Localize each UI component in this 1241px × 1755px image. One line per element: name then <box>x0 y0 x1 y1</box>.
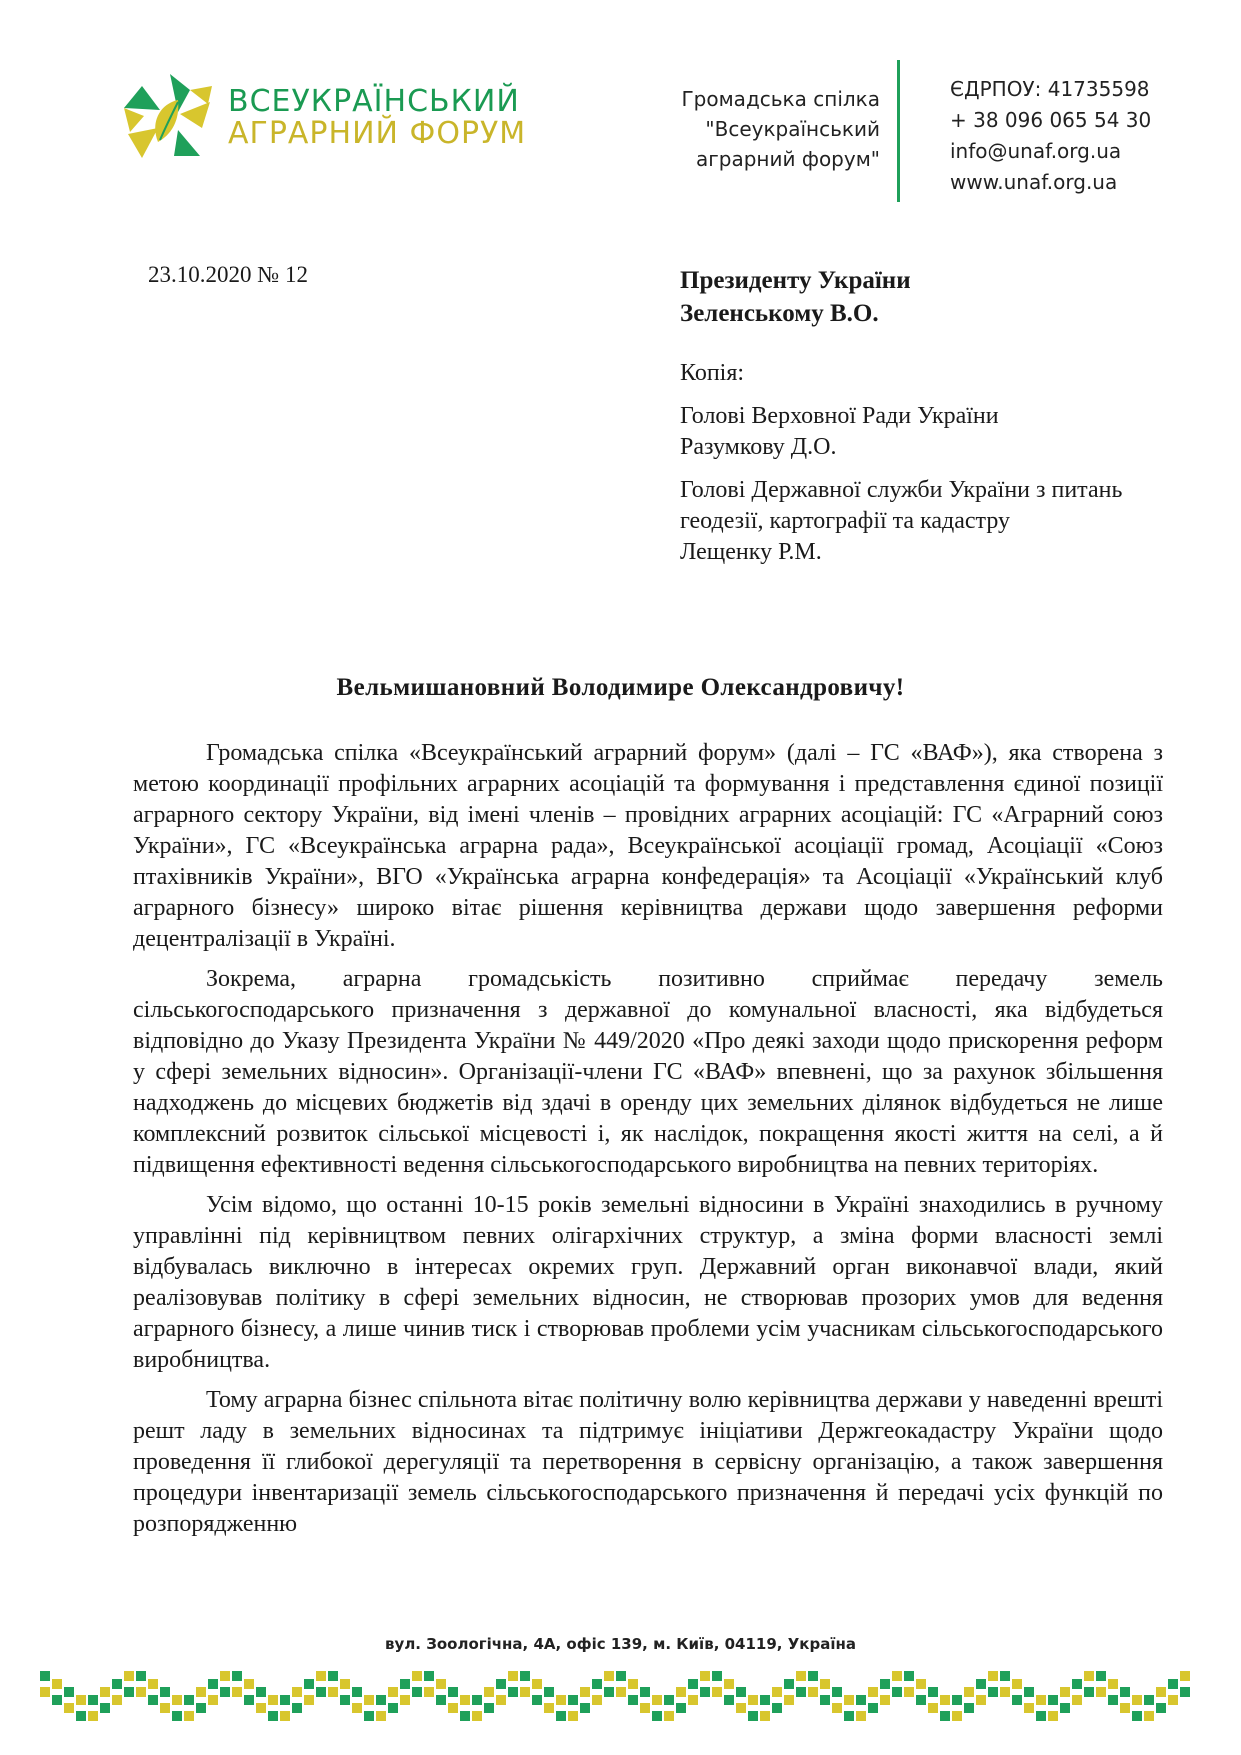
pattern-square <box>964 1703 974 1713</box>
pattern-square <box>1168 1679 1178 1689</box>
pattern-square <box>616 1687 626 1697</box>
pattern-square <box>160 1703 170 1713</box>
pattern-square <box>424 1687 434 1697</box>
pattern-square <box>100 1703 110 1713</box>
pattern-square <box>88 1711 98 1721</box>
pattern-square <box>388 1703 398 1713</box>
pattern-square <box>556 1711 566 1721</box>
pattern-square <box>1084 1671 1094 1681</box>
pattern-square <box>1036 1711 1046 1721</box>
copy-recipient-line: Голові Державної служби України з питань <box>680 477 1123 503</box>
copy-recipients <box>680 358 1122 580</box>
pattern-square <box>868 1703 878 1713</box>
pattern-square <box>520 1687 530 1697</box>
pattern-square <box>460 1695 470 1705</box>
pattern-square <box>1072 1695 1082 1705</box>
pattern-square <box>700 1671 710 1681</box>
body-paragraph: Громадська спілка «Всеукраїнський аграрний форум» (далі – ГС «ВАФ»), яка створена з метою координації профільних аграрних асоціацій та формування і представлення єдиної позиції аграрного сектору України, від імені членів – провідних аграрних асоціацій: ГС «Аграрний союз України», ГС «Всеукраїнська аграрна рада», Всеукраїнської асоціації громад, Асоціації «Союз птахівників України», ВГО «Українська аграрна конфедерація» та Асоціації «Український клуб аграрного бізнесу» широко вітає рішення керівництва держави щодо завершення реформи децентралізації в Україні. <box>133 740 1163 952</box>
pattern-square <box>1096 1671 1106 1681</box>
pattern-square <box>448 1703 458 1713</box>
body-paragraph: Зокрема, аграрна громадськість позитивно сприймає передачу земель сільськогосподарського призначення з державної до комунальної власності, яка відбудеться відповідно до Указу Президента України № 449/2020 «Про деякі заходи щодо прискорення реформ у сфері земельних відносин». Організації-члени ГС «ВАФ» впевнені, що за рахунок збільшення надходжень до місцевих бюджетів від здачі в оренду цих земельних ділянок відбудеться не лише комплексний розвиток сільської місцевості і, як наслідок, покращення якості життя на селі, а й підвищення ефективності ведення сільськогосподарського виробництва на певних територіях. <box>133 966 1163 1178</box>
pattern-square <box>688 1679 698 1689</box>
organization-name <box>640 84 880 174</box>
pattern-square <box>268 1695 278 1705</box>
pattern-square <box>496 1695 506 1705</box>
body-paragraph: Усім відомо, що останні 10-15 років земельні відносини в Україні знаходились в ручному управлінні під керівництвом певних олігархічних структур, а зміна форми власності землі відбувалась виключно в інтересах окремих груп. Державний орган виконавчої влади, який реалізовував політику в сфері земельних відносин, не створював прозорих умов для ведення аграрного бізнесу, а лише чинив тиск і створював проблеми усім учасникам сільськогосподарського виробництва. <box>133 1192 1163 1373</box>
pattern-square <box>1084 1687 1094 1697</box>
pattern-square <box>172 1695 182 1705</box>
pattern-square <box>124 1671 134 1681</box>
pattern-square <box>400 1695 410 1705</box>
pattern-square <box>256 1687 266 1697</box>
pattern-square <box>928 1703 938 1713</box>
salutation: Вельмишановний Володимире Олександровичу! <box>336 674 905 701</box>
pattern-square <box>484 1703 494 1713</box>
footer-checker-pattern <box>40 1667 1200 1727</box>
pattern-square <box>148 1679 158 1689</box>
pattern-square <box>340 1679 350 1689</box>
pattern-square <box>532 1679 542 1689</box>
pattern-square <box>304 1695 314 1705</box>
letter-body <box>133 738 1163 1549</box>
pattern-square <box>1144 1695 1154 1705</box>
pattern-square <box>844 1695 854 1705</box>
pattern-square <box>136 1671 146 1681</box>
contact-info <box>950 74 1151 198</box>
pattern-square <box>1000 1687 1010 1697</box>
pattern-square <box>1132 1711 1142 1721</box>
pattern-square <box>1156 1687 1166 1697</box>
pattern-square <box>688 1695 698 1705</box>
pattern-square <box>712 1671 722 1681</box>
copy-recipient-2 <box>680 475 1122 568</box>
header-divider <box>897 60 900 202</box>
pattern-square <box>52 1695 62 1705</box>
pattern-square <box>364 1695 374 1705</box>
pattern-square <box>640 1687 650 1697</box>
pattern-square <box>388 1687 398 1697</box>
pattern-square <box>1120 1687 1130 1697</box>
pattern-square <box>244 1679 254 1689</box>
pattern-square <box>1048 1695 1058 1705</box>
organization-logo <box>120 72 540 162</box>
pattern-square <box>748 1711 758 1721</box>
pattern-square <box>820 1679 830 1689</box>
pattern-square <box>220 1671 230 1681</box>
pattern-square <box>616 1671 626 1681</box>
pattern-square <box>400 1679 410 1689</box>
pattern-square <box>604 1671 614 1681</box>
pattern-square <box>1180 1687 1190 1697</box>
pattern-square <box>772 1703 782 1713</box>
footer-address: вул. Зоологічна, 4А, офіс 139, м. Київ, 04119, Україна <box>385 1635 856 1653</box>
pattern-square <box>928 1687 938 1697</box>
pattern-square <box>1108 1679 1118 1689</box>
pattern-square <box>940 1695 950 1705</box>
org-name-line: аграрний форум" <box>696 147 880 171</box>
pattern-square <box>1060 1687 1070 1697</box>
pattern-square <box>964 1687 974 1697</box>
pattern-square <box>1120 1703 1130 1713</box>
phone-number: + 38 096 065 54 30 <box>950 108 1152 132</box>
copy-recipient-line: Голові Верховної Ради України <box>680 403 999 429</box>
pattern-square <box>880 1679 890 1689</box>
pattern-square <box>232 1671 242 1681</box>
pattern-square <box>244 1695 254 1705</box>
pattern-square <box>664 1711 674 1721</box>
pattern-square <box>472 1711 482 1721</box>
pattern-square <box>1072 1679 1082 1689</box>
pattern-square <box>580 1687 590 1697</box>
logo-title-line1: ВСЕУКРАЇНСЬКИЙ <box>228 84 520 119</box>
pattern-square <box>136 1687 146 1697</box>
pattern-square <box>580 1703 590 1713</box>
pattern-square <box>280 1711 290 1721</box>
copy-recipient-line: геодезії, картографії та кадастру <box>680 508 1011 534</box>
pattern-square <box>916 1695 926 1705</box>
pattern-square <box>1012 1679 1022 1689</box>
pattern-square <box>676 1703 686 1713</box>
pattern-square <box>520 1671 530 1681</box>
pattern-square <box>796 1671 806 1681</box>
pattern-square <box>160 1687 170 1697</box>
pattern-square <box>628 1695 638 1705</box>
pattern-square <box>904 1687 914 1697</box>
pattern-square <box>568 1711 578 1721</box>
pattern-square <box>40 1671 50 1681</box>
org-name-line: Громадська спілка <box>681 87 880 111</box>
addressee-line: Президенту України <box>680 267 911 294</box>
pattern-square <box>832 1687 842 1697</box>
pattern-square <box>352 1703 362 1713</box>
pattern-square <box>808 1687 818 1697</box>
pattern-square <box>472 1695 482 1705</box>
pattern-square <box>376 1695 386 1705</box>
pattern-square <box>328 1687 338 1697</box>
logo-title-line2: АГРАРНИЙ ФОРУМ <box>228 116 527 151</box>
pattern-square <box>496 1679 506 1689</box>
pattern-square <box>820 1695 830 1705</box>
addressee <box>680 264 911 330</box>
pattern-square <box>532 1695 542 1705</box>
pattern-square <box>76 1711 86 1721</box>
pattern-square <box>376 1711 386 1721</box>
pattern-square <box>952 1695 962 1705</box>
pattern-square <box>508 1687 518 1697</box>
pattern-square <box>1048 1711 1058 1721</box>
pattern-square <box>304 1679 314 1689</box>
pattern-square <box>640 1703 650 1713</box>
pattern-square <box>412 1687 422 1697</box>
org-name-line: "Всеукраїнський <box>705 117 880 141</box>
pattern-square <box>436 1695 446 1705</box>
pattern-square <box>112 1695 122 1705</box>
addressee-line: Зеленському В.О. <box>680 300 879 327</box>
pattern-square <box>232 1687 242 1697</box>
pattern-square <box>976 1679 986 1689</box>
pattern-square <box>1156 1703 1166 1713</box>
pattern-square <box>196 1687 206 1697</box>
pattern-square <box>592 1679 602 1689</box>
pattern-square <box>1168 1695 1178 1705</box>
pattern-square <box>664 1695 674 1705</box>
pattern-square <box>76 1695 86 1705</box>
pattern-square <box>1132 1695 1142 1705</box>
pattern-square <box>148 1695 158 1705</box>
pattern-square <box>1036 1695 1046 1705</box>
pattern-square <box>1144 1711 1154 1721</box>
pattern-square <box>784 1695 794 1705</box>
pattern-square <box>856 1695 866 1705</box>
pattern-square <box>88 1695 98 1705</box>
pattern-square <box>856 1711 866 1721</box>
pattern-square <box>436 1679 446 1689</box>
pattern-square <box>976 1695 986 1705</box>
pattern-square <box>712 1687 722 1697</box>
pattern-square <box>292 1687 302 1697</box>
pattern-square <box>64 1687 74 1697</box>
pattern-square <box>796 1687 806 1697</box>
pattern-square <box>1024 1687 1034 1697</box>
pattern-square <box>268 1711 278 1721</box>
pattern-square <box>916 1679 926 1689</box>
pattern-square <box>652 1695 662 1705</box>
pattern-square <box>208 1695 218 1705</box>
pattern-square <box>280 1695 290 1705</box>
pattern-square <box>652 1711 662 1721</box>
pattern-square <box>208 1679 218 1689</box>
pattern-square <box>1108 1695 1118 1705</box>
logo-star-icon <box>120 72 220 162</box>
pattern-square <box>172 1711 182 1721</box>
website-link[interactable]: www.unaf.org.ua <box>950 170 1118 194</box>
pattern-square <box>604 1687 614 1697</box>
pattern-square <box>100 1687 110 1697</box>
pattern-square <box>784 1679 794 1689</box>
pattern-square <box>760 1711 770 1721</box>
pattern-square <box>52 1679 62 1689</box>
pattern-square <box>328 1671 338 1681</box>
pattern-square <box>832 1703 842 1713</box>
pattern-square <box>544 1687 554 1697</box>
pattern-square <box>724 1679 734 1689</box>
pattern-square <box>868 1687 878 1697</box>
pattern-square <box>736 1687 746 1697</box>
pattern-square <box>1096 1687 1106 1697</box>
pattern-square <box>1180 1671 1190 1681</box>
pattern-square <box>352 1687 362 1697</box>
pattern-square <box>196 1703 206 1713</box>
pattern-square <box>124 1687 134 1697</box>
pattern-square <box>484 1687 494 1697</box>
pattern-square <box>460 1711 470 1721</box>
edrpou-code: ЄДРПОУ: 41735598 <box>950 77 1150 101</box>
pattern-square <box>844 1711 854 1721</box>
pattern-square <box>556 1695 566 1705</box>
pattern-square <box>988 1671 998 1681</box>
pattern-square <box>40 1687 50 1697</box>
pattern-square <box>256 1703 266 1713</box>
pattern-square <box>892 1671 902 1681</box>
pattern-square <box>316 1687 326 1697</box>
pattern-square <box>904 1671 914 1681</box>
pattern-square <box>628 1679 638 1689</box>
pattern-square <box>412 1671 422 1681</box>
pattern-square <box>292 1703 302 1713</box>
pattern-square <box>364 1711 374 1721</box>
pattern-square <box>808 1671 818 1681</box>
pattern-square <box>772 1687 782 1697</box>
copy-recipient-line: Лещенку Р.М. <box>680 539 822 565</box>
pattern-square <box>112 1679 122 1689</box>
pattern-square <box>184 1711 194 1721</box>
copy-recipient-line: Разумкову Д.О. <box>680 434 837 460</box>
pattern-square <box>508 1671 518 1681</box>
pattern-square <box>544 1703 554 1713</box>
body-paragraph: Тому аграрна бізнес спільнота вітає політичну волю керівництва держави у наведенні врешті решт ладу в земельних відносинах та підтримує ініціативи Держгеокадастру України щодо проведення її глибокої дерегуляції та перетворення в сервісну організацію, а також завершення процедури інвентаризації земель сільськогосподарського призначення й передачі усіх функцій по розпорядженню <box>133 1387 1163 1537</box>
email-link[interactable]: info@unaf.org.ua <box>950 139 1122 163</box>
pattern-square <box>880 1695 890 1705</box>
pattern-square <box>892 1687 902 1697</box>
pattern-square <box>748 1695 758 1705</box>
pattern-square <box>184 1695 194 1705</box>
pattern-square <box>1000 1671 1010 1681</box>
pattern-square <box>676 1687 686 1697</box>
pattern-square <box>1060 1703 1070 1713</box>
pattern-square <box>220 1687 230 1697</box>
pattern-square <box>952 1711 962 1721</box>
pattern-square <box>592 1695 602 1705</box>
pattern-square <box>940 1711 950 1721</box>
letter-date-number: 23.10.2020 № 12 <box>148 262 308 287</box>
pattern-square <box>448 1687 458 1697</box>
pattern-square <box>424 1671 434 1681</box>
pattern-square <box>64 1703 74 1713</box>
pattern-square <box>568 1695 578 1705</box>
pattern-square <box>700 1687 710 1697</box>
pattern-square <box>736 1703 746 1713</box>
pattern-square <box>724 1695 734 1705</box>
pattern-square <box>340 1695 350 1705</box>
copy-label: Копія: <box>680 360 745 386</box>
copy-recipient-1 <box>680 401 1122 463</box>
pattern-square <box>760 1695 770 1705</box>
pattern-square <box>1012 1695 1022 1705</box>
pattern-square <box>988 1687 998 1697</box>
pattern-square <box>1024 1703 1034 1713</box>
pattern-square <box>316 1671 326 1681</box>
